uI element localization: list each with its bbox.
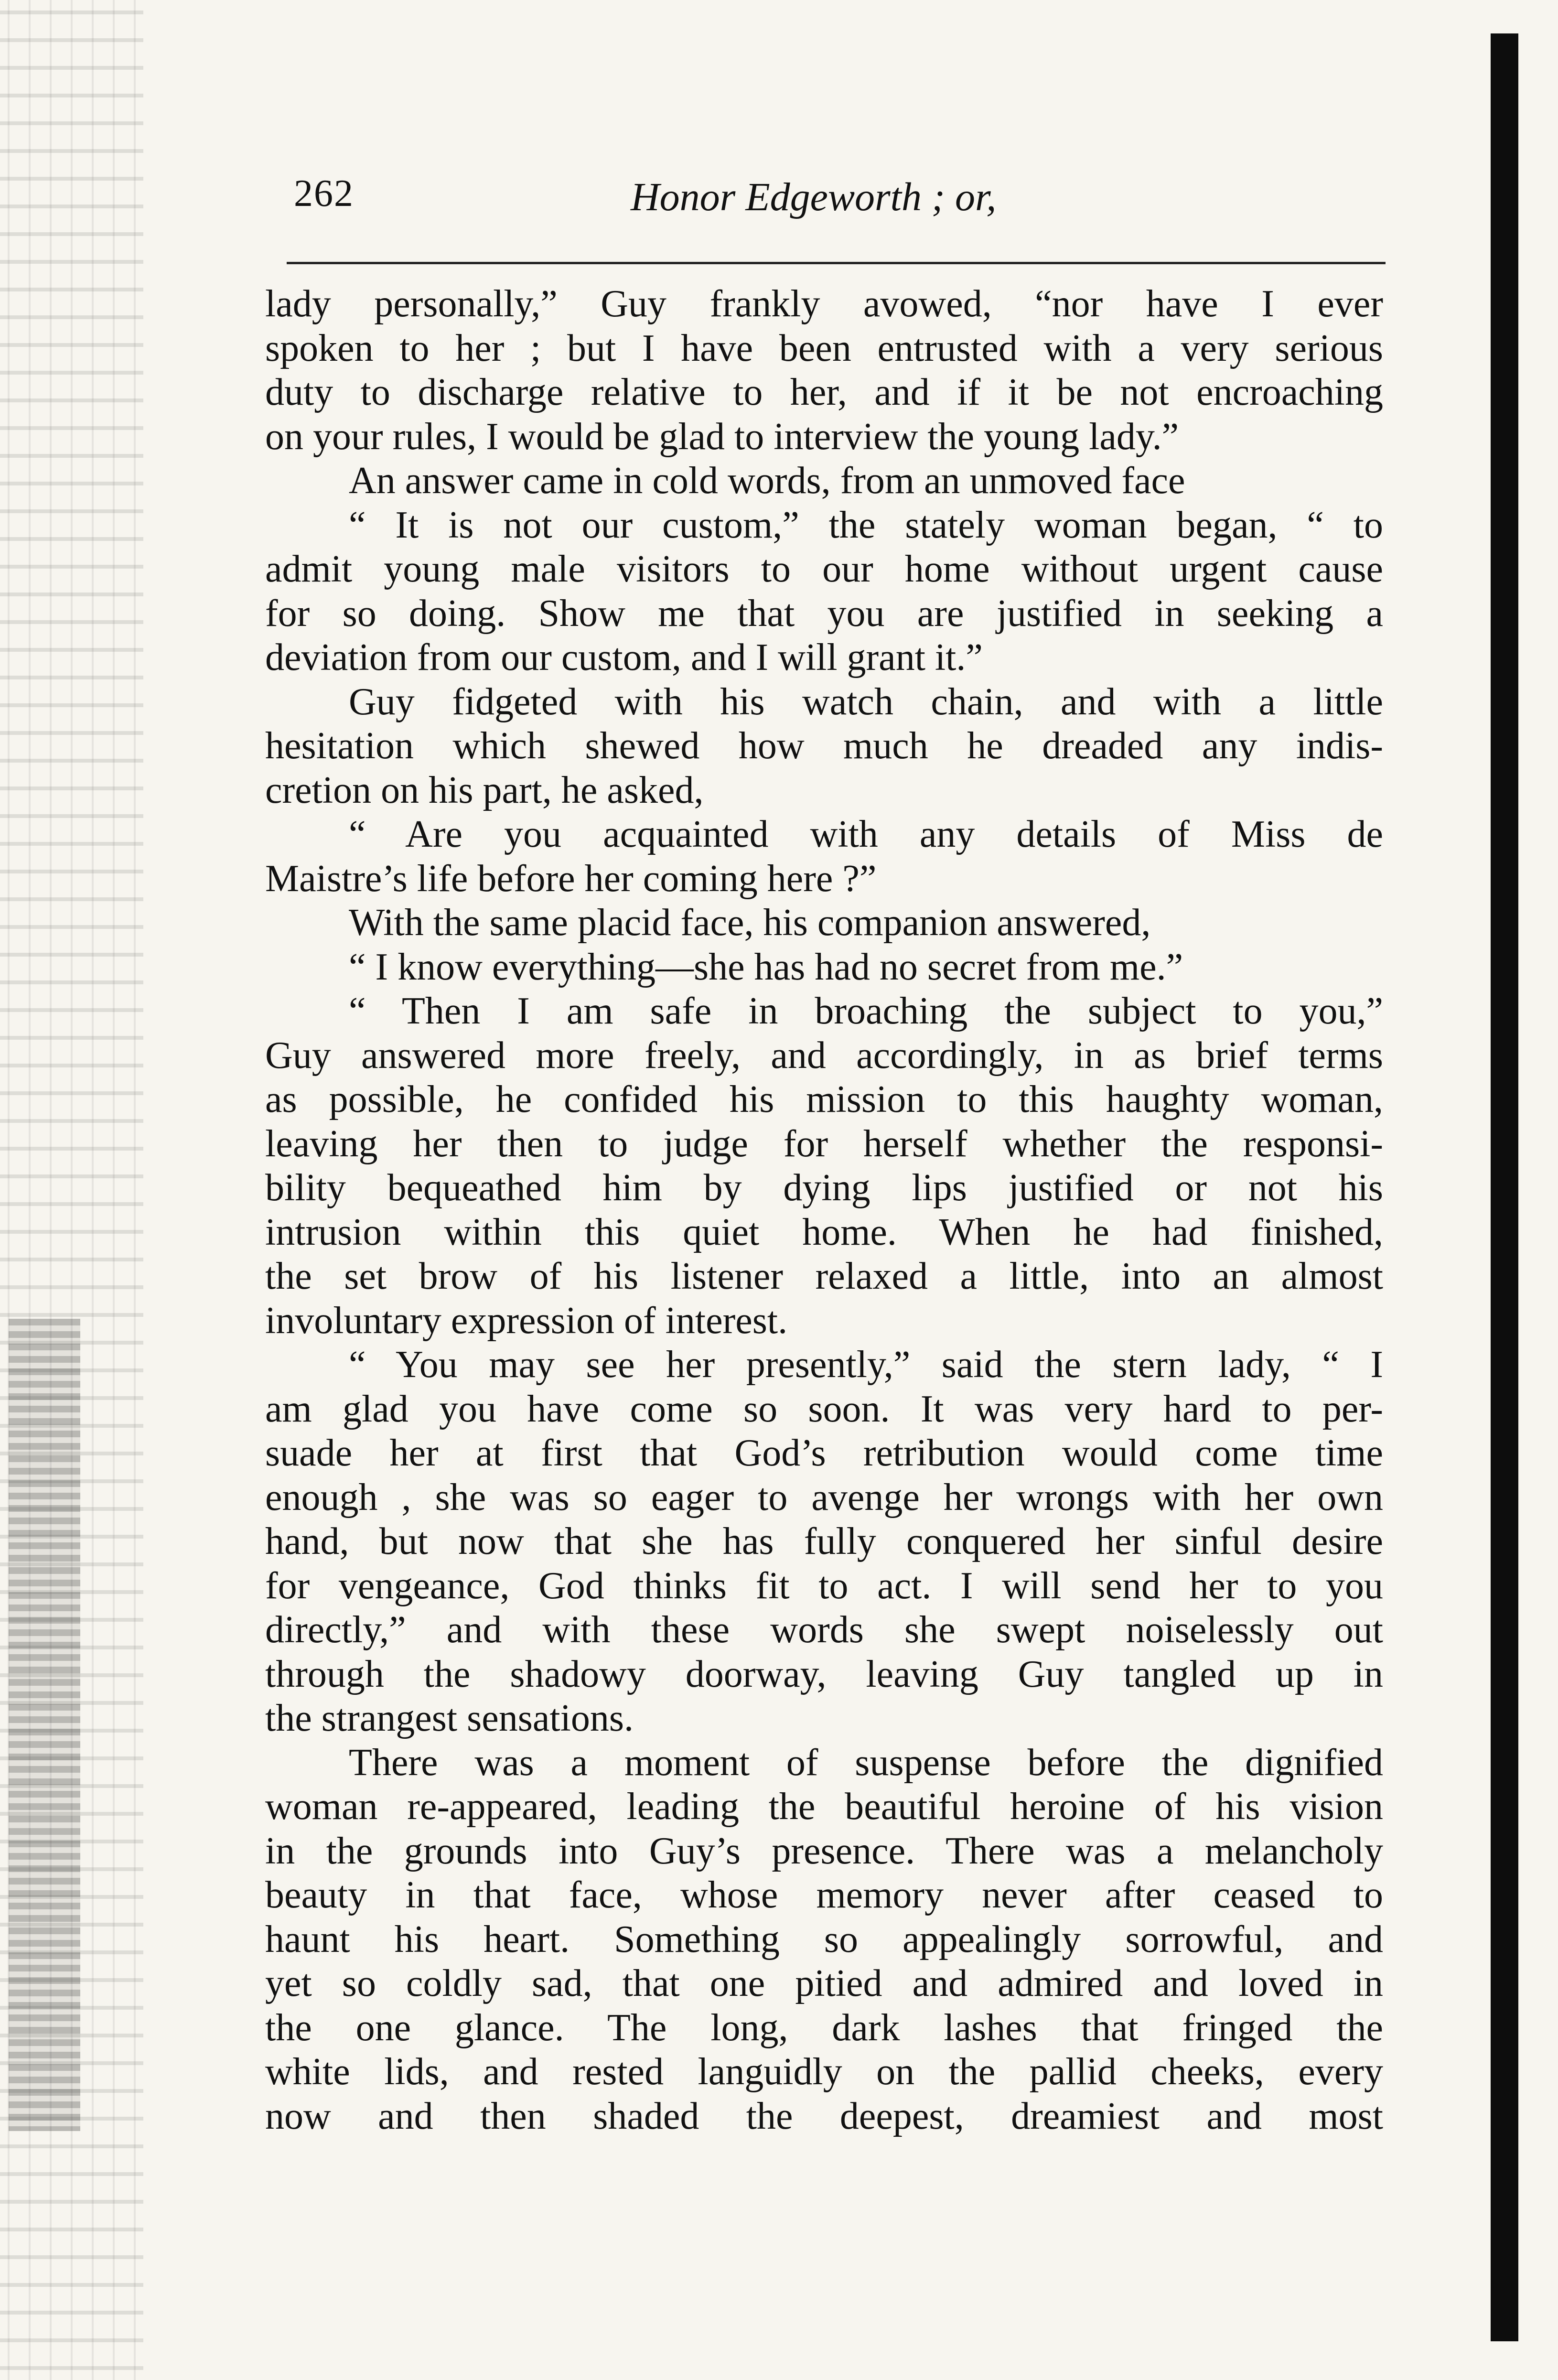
text-line: With the same placid face, his companion answered, bbox=[349, 902, 1151, 944]
text-line: Maistre’s life before her coming here ?” bbox=[265, 857, 877, 900]
text-line: the strangest sensations. bbox=[265, 1697, 634, 1739]
text-line: “ You may see her presently,” said the stern lady, “ I bbox=[349, 1344, 1383, 1386]
text-line: through the shadowy doorway, leaving Guy tangled up in bbox=[265, 1653, 1383, 1695]
text-line: “ Then I am safe in broaching the subject to you,” bbox=[349, 990, 1383, 1032]
text-line: woman re-appeared, leading the beautiful heroine of his vision bbox=[265, 1786, 1383, 1828]
page-number: 262 bbox=[294, 172, 354, 215]
text-line: Guy fidgeted with his watch chain, and with a little bbox=[349, 680, 1383, 723]
text-line: enough , she was so eager to avenge her wrongs with her own bbox=[265, 1476, 1383, 1518]
text-line: admit young male visitors to our home without urgent cause bbox=[265, 548, 1383, 590]
text-line: suade her at first that God’s retribution would come time bbox=[265, 1432, 1383, 1474]
text-line: for vengeance, God thinks fit to act. I will send her to you bbox=[265, 1564, 1383, 1607]
text-line: Guy answered more freely, and accordingly, in as brief terms bbox=[265, 1034, 1383, 1077]
text-line: the set brow of his listener relaxed a little, into an almost bbox=[265, 1255, 1383, 1297]
text-line: intrusion within this quiet home. When he had finished, bbox=[265, 1211, 1383, 1253]
text-line: An answer came in cold words, from an unmoved face bbox=[349, 460, 1185, 502]
page-edge-bar bbox=[1491, 33, 1518, 2341]
page-header bbox=[287, 172, 1386, 244]
text-line: now and then shaded the deepest, dreamiest and most bbox=[265, 2095, 1383, 2137]
running-title: Honor Edgeworth ; or, bbox=[631, 175, 997, 219]
text-line: “ Are you acquainted with any details of Miss de bbox=[349, 813, 1383, 855]
text-line: “ It is not our custom,” the stately woman began, “ to bbox=[349, 504, 1383, 546]
text-line: There was a moment of suspense before the dignified bbox=[349, 1741, 1383, 1784]
text-line: deviation from our custom, and I will grant it.” bbox=[265, 636, 983, 678]
text-line: am glad you have come so soon. It was very hard to per- bbox=[265, 1388, 1383, 1430]
text-line: cretion on his part, he asked, bbox=[265, 769, 704, 811]
text-line: haunt his heart. Something so appealingly sorrowful, and bbox=[265, 1918, 1383, 1960]
text-line: duty to discharge relative to her, and if it be not encroaching bbox=[265, 371, 1383, 413]
text-line: lady personally,” Guy frankly avowed, “nor have I ever bbox=[265, 283, 1383, 325]
text-line: bility bequeathed him by dying lips justified or not his bbox=[265, 1167, 1383, 1209]
body-text bbox=[265, 282, 1383, 2138]
text-line: involuntary expression of interest. bbox=[265, 1299, 788, 1342]
text-line: yet so coldly sad, that one pitied and admired and loved in bbox=[265, 1962, 1383, 2004]
text-line: directly,” and with these words she swept noiselessly out bbox=[265, 1609, 1383, 1651]
text-line: leaving her then to judge for herself whether the responsi- bbox=[265, 1122, 1383, 1165]
text-line: as possible, he confided his mission to this haughty woman, bbox=[265, 1078, 1383, 1120]
text-line: white lids, and rested languidly on the pallid cheeks, every bbox=[265, 2051, 1383, 2093]
text-line: hand, but now that she has fully conquered her sinful desire bbox=[265, 1520, 1383, 1562]
text-line: spoken to her ; but I have been entrusted with a very serious bbox=[265, 327, 1383, 369]
text-line: “ I know everything—she has had no secret from me.” bbox=[349, 946, 1183, 988]
text-line: beauty in that face, whose memory never after ceased to bbox=[265, 1874, 1383, 1916]
text-line: on your rules, I would be glad to interview the young lady.” bbox=[265, 415, 1179, 458]
text-line: the one glance. The long, dark lashes that fringed the bbox=[265, 2006, 1383, 2049]
header-rule bbox=[287, 262, 1386, 264]
text-line: hesitation which shewed how much he dreaded any indis- bbox=[265, 725, 1383, 767]
text-line: in the grounds into Guy’s presence. There was a melancholy bbox=[265, 1830, 1383, 1872]
binding-noise bbox=[9, 1319, 80, 2131]
text-line: for so doing. Show me that you are justified in seeking a bbox=[265, 592, 1383, 635]
